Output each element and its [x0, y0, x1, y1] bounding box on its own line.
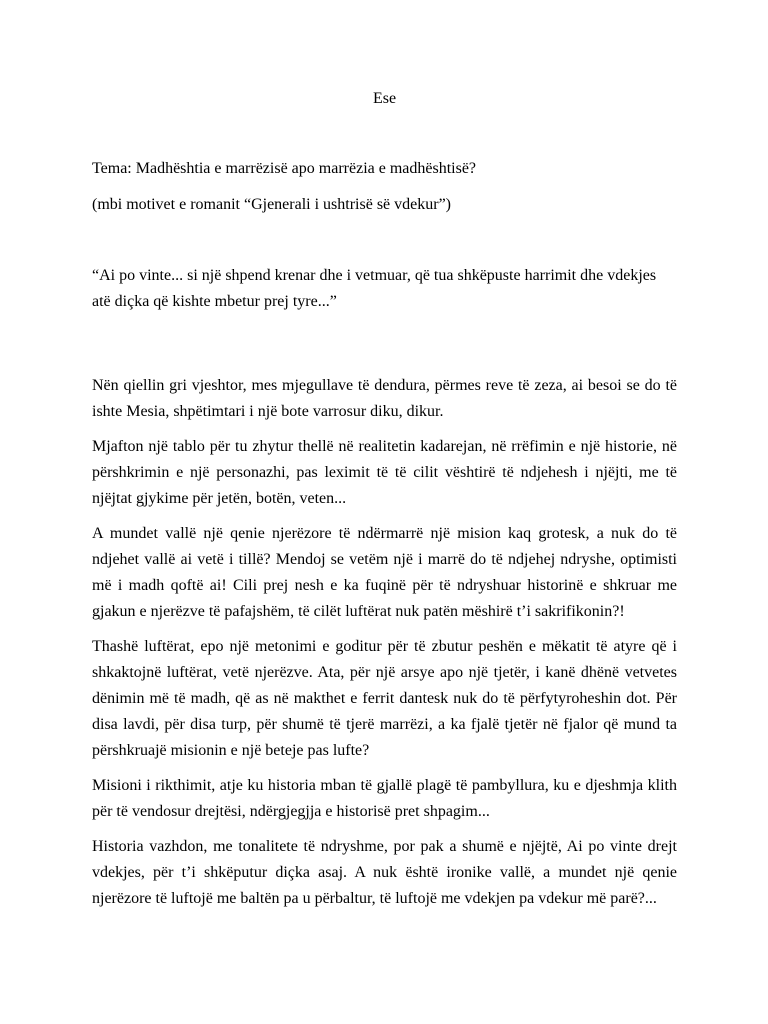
paragraph-3: A mundet vallë një qenie njerëzore të ndërmarrë një mision kaq grotesk, a nuk do të ndjehet vallë ai vetë i tillë? Mendoj se vetëm një i marrë do të ndjehej ndryshe, optimisti më i madh qoftë ai! Cili prej nesh e ka fuqinë për të ndryshuar historinë e shkruar me gjakun e njerëzve të pafajshëm, të cilët luftërat nuk patën mëshirë t’i sakrifikonin?!	[92, 525, 677, 620]
paragraph-4: Thashë luftërat, epo një metonimi e goditur për të zbutur peshën e mëkatit të atyre që i shkaktojnë luftërat, vetë njerëzve. Ata, për një arsye apo një tjetër, i kanë dhënë vetvetes dënimin më të madh, që as në makthet e ferrit dantesk nuk do të përfytyroheshin dot. Për disa lavdi, për disa turp, për shumë të tjerë marrëzi, a ka fjalë tjetër në fjalor që mund ta përshkruajë misionin e një beteje pas lufte?	[92, 638, 677, 759]
page-title: Ese	[372, 90, 397, 107]
paragraph-1: Nën qiellin gri vjeshtor, mes mjegullave të dendura, përmes reve të zeza, ai besoi se do të ishte Mesia, shpëtimtari i një bote varrosur diku, dikur.	[92, 377, 677, 420]
paragraph-6: Historia vazhdon, me tonalitete të ndryshme, por pak a shumë e njëjtë, Ai po vinte drejt vdekjes, për t’i shkëputur diçka asaj. A nuk është ironike vallë, a mundet një qenie njerëzore të luftojë me baltën pa u përbaltur, të luftojë me vdekjen pa vdekur më parë?...	[92, 838, 677, 907]
paragraph-5: Misioni i rikthimit, atje ku historia mban të gjallë plagë të pambyllura, ku e djeshmja klith për të vendosur drejtësi, ndërgjegjja e historisë pret shpagim...	[92, 777, 677, 820]
document-body	[92, 86, 677, 912]
essay-theme: Tema: Madhështia e marrëzisë apo marrëzia e madhështisë?	[92, 160, 477, 177]
essay-subtitle: (mbi motivet e romanit “Gjenerali i ushtrisë së vdekur”)	[92, 196, 451, 213]
paragraph-2: Mjafton një tablo për tu zhytur thellë në realitetin kadarejan, në rrëfimin e një historie, në përshkrimin e një personazhi, pas leximit të të cilit vështirë të ndjehesh i njëjti, me të njëjtat gjykime për jetën, botën, veten...	[92, 438, 677, 507]
epigraph-quote: “Ai po vinte... si një shpend krenar dhe i vetmuar, që tua shkëpuste harrimit dhe vdekjes atë diçka që kishte mbetur prej tyre...”	[92, 267, 657, 310]
